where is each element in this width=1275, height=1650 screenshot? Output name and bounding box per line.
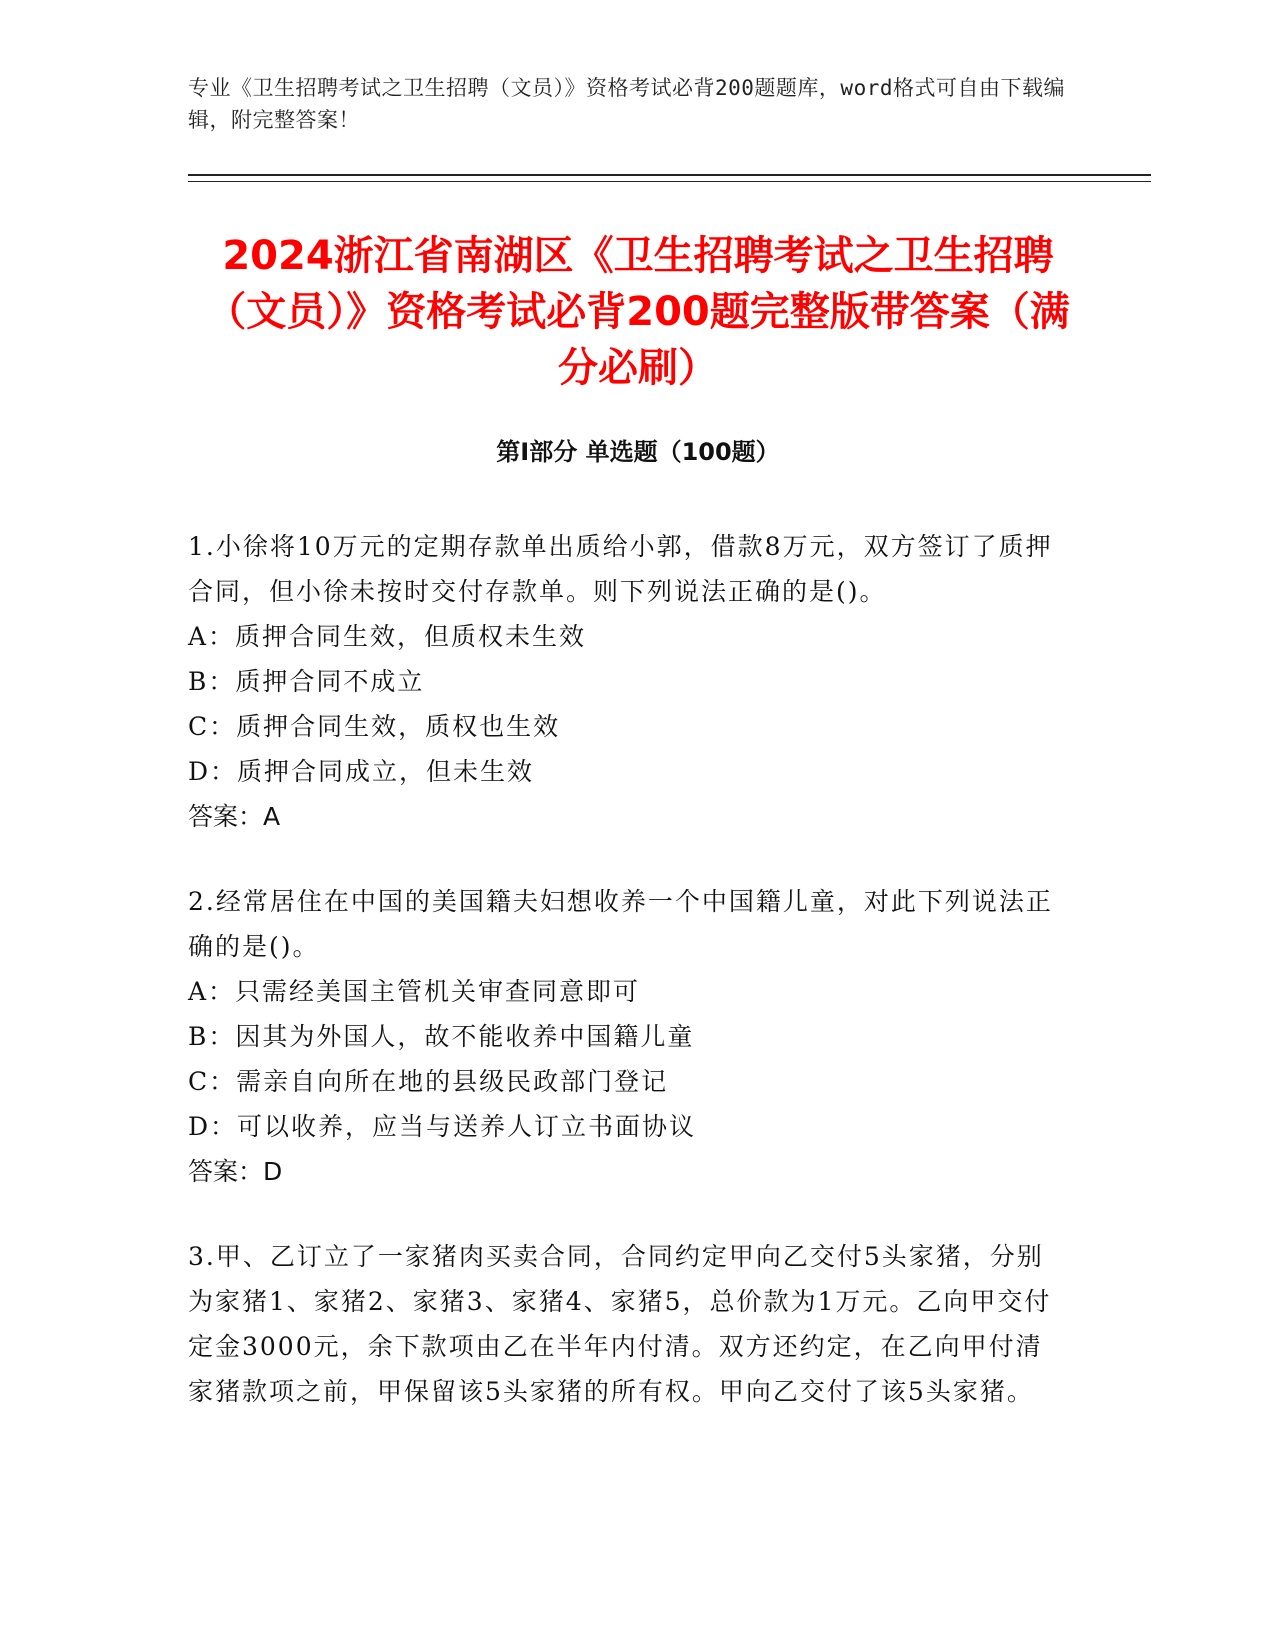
- option-a: A：质押合同生效，但质权未生效: [188, 622, 587, 651]
- question-stem: 3.甲、乙订立了一家猪肉买卖合同，合同约定甲向乙交付5头家猪，分别为家猪1、家猪2、家猪3、家猪4、家猪5，总价款为1万元。乙向甲交付定金3000元，余下款项由乙在半年内付清。双方还约定，在乙向甲付清家猪款项之前，甲保留该5头家猪的所有权。甲向乙交付了该5头家猪。: [188, 1242, 1052, 1406]
- question-3: [188, 1234, 1068, 1414]
- header-divider-thick: [188, 174, 1151, 176]
- option-d: D：质押合同成立，但未生效: [188, 757, 535, 786]
- answer: 答案：D: [188, 1157, 283, 1186]
- option-d: D：可以收养，应当与送养人订立书面协议: [188, 1112, 697, 1141]
- header-note: 专业《卫生招聘考试之卫生招聘（文员）》资格考试必背200题题库，word格式可自由下载编辑，附完整答案！: [188, 76, 1065, 132]
- question-2: [188, 879, 1068, 1194]
- question-list: [188, 524, 1068, 1454]
- option-a: A：只需经美国主管机关审查同意即可: [188, 977, 641, 1006]
- question-stem: 1.小徐将10万元的定期存款单出质给小郭，借款8万元，双方签订了质押合同，但小徐未按时交付存款单。则下列说法正确的是()。: [188, 532, 1053, 606]
- header-divider-thin: [188, 181, 1151, 182]
- question-stem: 2.经常居住在中国的美国籍夫妇想收养一个中国籍儿童，对此下列说法正确的是()。: [188, 887, 1053, 961]
- section-heading: 第I部分 单选题（100题）: [496, 438, 780, 466]
- answer: 答案：A: [188, 802, 281, 831]
- option-b: B：因其为外国人，故不能收养中国籍儿童: [188, 1022, 695, 1051]
- document-title: 2024浙江省南湖区《卫生招聘考试之卫生招聘（文员）》资格考试必背200题完整版带答案（满分必刷）: [206, 233, 1070, 391]
- option-b: B：质押合同不成立: [188, 667, 425, 696]
- option-c: C：需亲自向所在地的县级民政部门登记: [188, 1067, 669, 1096]
- option-c: C：质押合同生效，质权也生效: [188, 712, 561, 741]
- question-1: [188, 524, 1068, 839]
